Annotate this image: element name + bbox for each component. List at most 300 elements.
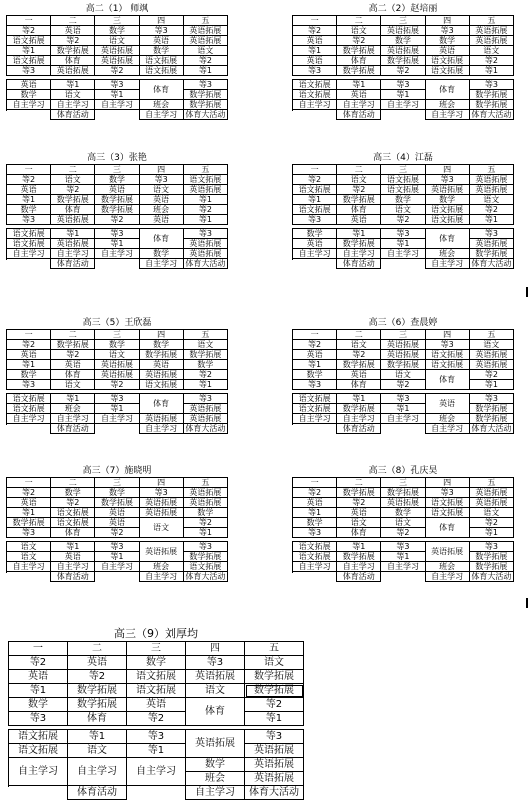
self-study-cell: 自主学习 [381,562,425,572]
self-study-cell: 自主学习 [337,249,381,259]
table-row [293,90,514,100]
timetable-lower [8,729,304,800]
header-row [293,478,514,488]
class-cell: 语文 [337,518,381,528]
class-cell: 等3 [183,80,227,90]
class-cell: 英语 [9,670,68,684]
class-cell: 自主学习 [139,110,183,120]
self-study-cell: 自主学习 [7,562,51,572]
class-cell: 等3 [293,66,337,76]
class-cell: 数学 [95,488,139,498]
class-cell: 语文拓展 [7,229,51,239]
class-cell: 数学拓展 [183,350,227,360]
day-header: 四 [425,478,469,488]
class-cell: 等2 [95,66,139,76]
day-header: 四 [139,478,183,488]
class-cell: 等1 [183,195,227,205]
class-cell: 语文 [469,508,513,518]
table-row [293,370,514,380]
class-cell: 等3 [95,229,139,239]
class-cell: 等3 [95,80,139,90]
empty-cell [7,110,51,120]
day-header: 四 [425,16,469,26]
self-study-cell: 自主学习 [51,414,95,424]
table-row [7,562,228,572]
class-cell: 数学拓展 [183,90,227,100]
class-cell: 等2 [337,350,381,360]
class-schedule [292,153,514,269]
day-header: 三 [127,642,186,656]
table-row [7,528,228,538]
class-cell: 自主学习 [139,572,183,582]
class-cell: 语文 [381,205,425,215]
class-cell: 英语拓展 [183,404,227,414]
class-cell: 语文拓展 [293,185,337,195]
table-row [293,229,514,239]
table-row [7,36,228,46]
table-row [9,744,304,758]
class-cell: 数学 [183,360,227,370]
class-cell: 自主学习 [425,424,469,434]
header-row [7,330,228,340]
class-cell: 英语拓展 [139,370,183,380]
day-header: 三 [95,16,139,26]
day-header: 一 [7,165,51,175]
table-row [7,414,228,424]
class-cell: 等2 [95,215,139,225]
class-cell: 英语 [127,698,186,712]
day-header: 二 [337,330,381,340]
self-study-cell: 自主学习 [381,414,425,424]
class-cell: 等3 [183,229,227,239]
class-cell: 等2 [95,528,139,538]
class-cell: 英语 [51,26,95,36]
table-row [293,552,514,562]
class-cell: 语文 [469,340,513,350]
class-cell: 数学 [139,46,183,56]
table-row [293,249,514,259]
class-cell: 数学拓展 [337,552,381,562]
day-header: 四 [139,165,183,175]
self-study-cell: 自主学习 [127,758,186,786]
class-cell: 英语拓展 [425,185,469,195]
class-cell: 英语拓展 [183,26,227,36]
empty-cell [7,424,51,434]
class-cell: 班会 [186,772,245,786]
class-cell: 等2 [469,56,513,66]
class-cell: 数学拓展 [95,205,139,215]
timetable-lower [6,541,228,582]
class-cell: 体育 [425,518,469,538]
class-cell: 英语拓展 [186,670,245,684]
table-row [7,80,228,90]
class-cell: 英语拓展 [245,758,304,772]
class-cell: 数学拓展 [381,56,425,66]
class-cell: 等2 [293,488,337,498]
class-cell: 数学拓展 [337,66,381,76]
class-cell: 数学拓展 [469,249,513,259]
class-cell: 英语拓展 [183,249,227,259]
class-cell: 数学 [95,26,139,36]
class-cell: 英语 [95,185,139,195]
class-cell: 数学 [51,488,95,498]
class-cell: 等3 [469,80,513,90]
header-row [7,165,228,175]
class-cell: 数学拓展 [469,552,513,562]
class-cell: 英语拓展 [183,36,227,46]
class-cell: 等1 [95,552,139,562]
class-cell: 数学拓展 [469,404,513,414]
header-row [7,16,228,26]
class-cell: 班会 [425,414,469,424]
class-cell: 等1 [469,380,513,390]
class-cell: 等3 [9,712,68,726]
class-cell: 等3 [7,66,51,76]
class-cell: 数学 [425,195,469,205]
class-cell: 等1 [337,229,381,239]
table-row [9,684,304,698]
class-cell: 英语 [139,36,183,46]
class-cell: 英语拓展 [183,414,227,424]
class-cell: 自主学习 [425,110,469,120]
class-cell: 等1 [245,712,304,726]
class-cell: 等2 [7,26,51,36]
class-cell: 语文 [68,744,127,758]
day-header: 三 [381,330,425,340]
class-cell: 体育 [51,370,95,380]
timetable-lower [6,79,228,120]
class-cell: 等1 [51,542,95,552]
class-cell: 语文拓展 [425,360,469,370]
class-cell: 英语拓展 [95,370,139,380]
class-cell: 等1 [9,684,68,698]
class-cell: 语文拓展 [293,394,337,404]
day-header: 三 [95,165,139,175]
empty-cell [293,110,337,120]
table-row [293,414,514,424]
class-cell: 数学拓展 [245,684,304,698]
class-cell: 等2 [51,36,95,46]
self-study-cell: 自主学习 [68,758,127,786]
timetable-upper [6,164,228,225]
class-cell: 等3 [381,80,425,90]
class-cell: 等1 [183,66,227,76]
class-cell: 等2 [337,36,381,46]
class-cell: 等2 [381,380,425,390]
class-cell: 等2 [183,205,227,215]
class-cell: 语文拓展 [7,36,51,46]
empty-cell [293,259,337,269]
table-row [293,542,514,552]
class-cell: 英语 [68,656,127,670]
class-cell: 数学 [139,340,183,350]
class-schedule [292,466,514,582]
class-cell: 体育大活动 [245,786,304,800]
table-row [7,370,228,380]
table-row [293,528,514,538]
class-cell: 英语拓展 [186,730,245,758]
class-cell: 语文拓展 [183,175,227,185]
self-study-cell: 自主学习 [7,100,51,110]
day-header: 四 [425,330,469,340]
day-header: 四 [425,165,469,175]
class-cell: 英语 [293,350,337,360]
day-header: 一 [293,165,337,175]
table-row [7,56,228,66]
class-cell: 英语拓展 [469,498,513,508]
table-row [7,175,228,185]
class-cell: 等2 [7,175,51,185]
class-cell: 体育大活动 [183,259,227,269]
class-cell: 等3 [139,488,183,498]
class-cell: 体育 [337,56,381,66]
class-cell: 语文 [469,195,513,205]
self-study-cell: 自主学习 [293,414,337,424]
class-cell: 等2 [183,518,227,528]
class-schedule [292,318,514,434]
activity-cell: 体育活动 [337,424,381,434]
class-cell: 英语拓展 [469,360,513,370]
day-header: 二 [51,165,95,175]
table-row [7,404,228,414]
table-row [7,66,228,76]
empty-cell [381,259,425,269]
class-cell: 体育 [337,528,381,538]
day-header: 二 [337,478,381,488]
class-cell: 等3 [7,528,51,538]
class-cell: 语文拓展 [9,730,68,744]
class-cell: 等1 [7,360,51,370]
table-row [293,508,514,518]
class-cell: 数学 [293,370,337,380]
class-cell: 语文 [51,175,95,185]
class-cell: 体育 [51,56,95,66]
class-cell: 英语拓展 [469,239,513,249]
class-cell: 语文拓展 [425,498,469,508]
day-header: 五 [183,165,227,175]
table-row [293,239,514,249]
activity-cell: 体育活动 [337,110,381,120]
day-header: 五 [469,165,513,175]
timetable-lower [292,228,514,269]
header-row [293,165,514,175]
class-cell: 等1 [95,404,139,414]
class-cell: 等1 [183,380,227,390]
day-header: 三 [95,478,139,488]
class-cell: 数学拓展 [469,90,513,100]
class-cell: 等3 [186,656,245,670]
table-row [293,350,514,360]
class-cell: 体育大活动 [469,424,513,434]
timetable-lower [292,79,514,120]
day-header: 五 [183,478,227,488]
table-row [7,215,228,225]
class-cell: 英语 [337,215,381,225]
class-cell: 英语拓展 [51,239,95,249]
class-cell: 等2 [293,175,337,185]
header-row [293,16,514,26]
class-cell: 等3 [425,26,469,36]
class-cell: 等2 [51,185,95,195]
class-schedule [292,4,514,120]
day-header: 四 [139,16,183,26]
schedule-title: 高三（6）查晨婷 [368,318,438,328]
class-cell: 等3 [245,730,304,744]
class-cell: 等1 [469,66,513,76]
class-cell: 英语 [337,90,381,100]
table-row [7,350,228,360]
class-cell: 语文 [7,542,51,552]
class-cell: 体育 [68,712,127,726]
class-cell: 英语拓展 [245,744,304,758]
table-row [293,195,514,205]
class-cell: 英语 [51,360,95,370]
class-cell: 等2 [183,370,227,380]
table-row [293,56,514,66]
class-cell: 体育 [51,205,95,215]
class-cell: 等2 [245,698,304,712]
class-cell: 等2 [293,340,337,350]
header-row [7,478,228,488]
class-cell: 英语 [7,80,51,90]
class-cell: 等1 [337,542,381,552]
table-row [293,340,514,350]
day-header: 五 [469,478,513,488]
day-header: 二 [51,478,95,488]
table-row [7,239,228,249]
timetable-upper [292,15,514,76]
class-cell: 数学拓展 [183,552,227,562]
class-cell: 数学拓展 [245,670,304,684]
class-cell: 体育 [139,229,183,249]
class-cell: 等1 [381,404,425,414]
class-cell: 语文拓展 [51,508,95,518]
table-row [293,46,514,56]
class-cell: 英语 [7,498,51,508]
activity-cell: 体育活动 [337,259,381,269]
table-row [7,229,228,239]
class-cell: 等3 [469,229,513,239]
table-row [293,404,514,414]
class-cell: 英语 [7,350,51,360]
class-cell: 等1 [95,239,139,249]
class-cell: 英语拓展 [469,488,513,498]
class-cell: 班会 [51,404,95,414]
class-cell: 等3 [139,26,183,36]
class-cell: 自主学习 [186,786,245,800]
empty-cell [381,110,425,120]
empty-cell [7,572,51,582]
class-cell: 语文拓展 [293,404,337,414]
day-header: 一 [293,330,337,340]
day-header: 一 [7,478,51,488]
self-study-cell: 自主学习 [9,758,68,786]
self-study-cell: 自主学习 [293,562,337,572]
class-cell: 等2 [7,340,51,350]
class-cell: 体育 [51,528,95,538]
class-cell: 英语拓展 [183,185,227,195]
class-cell: 数学拓展 [51,46,95,56]
class-cell: 数学 [7,205,51,215]
table-row [293,80,514,90]
self-study-cell: 自主学习 [381,249,425,259]
table-row [9,712,304,726]
self-study-cell: 自主学习 [7,414,51,424]
table-row [7,394,228,404]
page-edge-mark [526,598,528,608]
class-cell: 英语拓展 [381,46,425,56]
class-cell: 语文拓展 [7,239,51,249]
table-row [293,185,514,195]
table-row [7,90,228,100]
class-cell: 等1 [7,508,51,518]
class-cell: 等3 [293,528,337,538]
activity-cell: 体育活动 [337,572,381,582]
schedule-title: 高三（8）孔庆昊 [368,466,438,476]
class-cell: 等1 [7,195,51,205]
class-cell: 语文 [245,656,304,670]
day-header: 二 [337,16,381,26]
table-row [7,195,228,205]
day-header: 一 [9,642,68,656]
table-row [9,698,304,712]
class-cell: 等3 [425,488,469,498]
class-cell: 等2 [9,656,68,670]
class-cell: 英语拓展 [95,360,139,370]
class-cell: 数学 [139,249,183,259]
class-cell: 语文 [139,185,183,195]
table-row [9,670,304,684]
class-cell: 英语拓展 [183,488,227,498]
class-cell: 英语 [425,394,469,414]
table-row [293,66,514,76]
class-schedule [6,318,228,434]
class-cell: 等3 [7,215,51,225]
class-cell: 等3 [469,394,513,404]
class-cell: 等3 [293,380,337,390]
class-cell: 语文 [51,380,95,390]
class-cell: 体育大活动 [183,572,227,582]
class-cell: 语文拓展 [425,350,469,360]
class-cell: 英语 [425,46,469,56]
class-cell: 等1 [381,239,425,249]
class-cell: 等1 [51,229,95,239]
class-cell: 体育大活动 [469,259,513,269]
class-cell: 英语拓展 [469,350,513,360]
class-cell: 等3 [127,730,186,744]
class-cell: 等1 [469,215,513,225]
table-row [9,656,304,670]
class-cell: 等2 [293,26,337,36]
class-cell: 等2 [127,712,186,726]
class-cell: 英语拓展 [245,772,304,786]
class-cell: 英语拓展 [139,498,183,508]
class-cell: 等1 [469,528,513,538]
table-row [293,380,514,390]
class-cell: 英语拓展 [139,542,183,562]
class-cell: 数学 [186,758,245,772]
timetable-upper [292,477,514,538]
class-cell: 语文 [337,340,381,350]
class-cell: 数学 [7,370,51,380]
empty-cell [95,424,139,434]
class-cell: 数学拓展 [381,360,425,370]
empty-cell [293,572,337,582]
class-cell: 等3 [95,542,139,552]
class-cell: 等2 [337,498,381,508]
table-row [293,394,514,404]
schedule-title: 高三（3）张艳 [87,153,147,163]
